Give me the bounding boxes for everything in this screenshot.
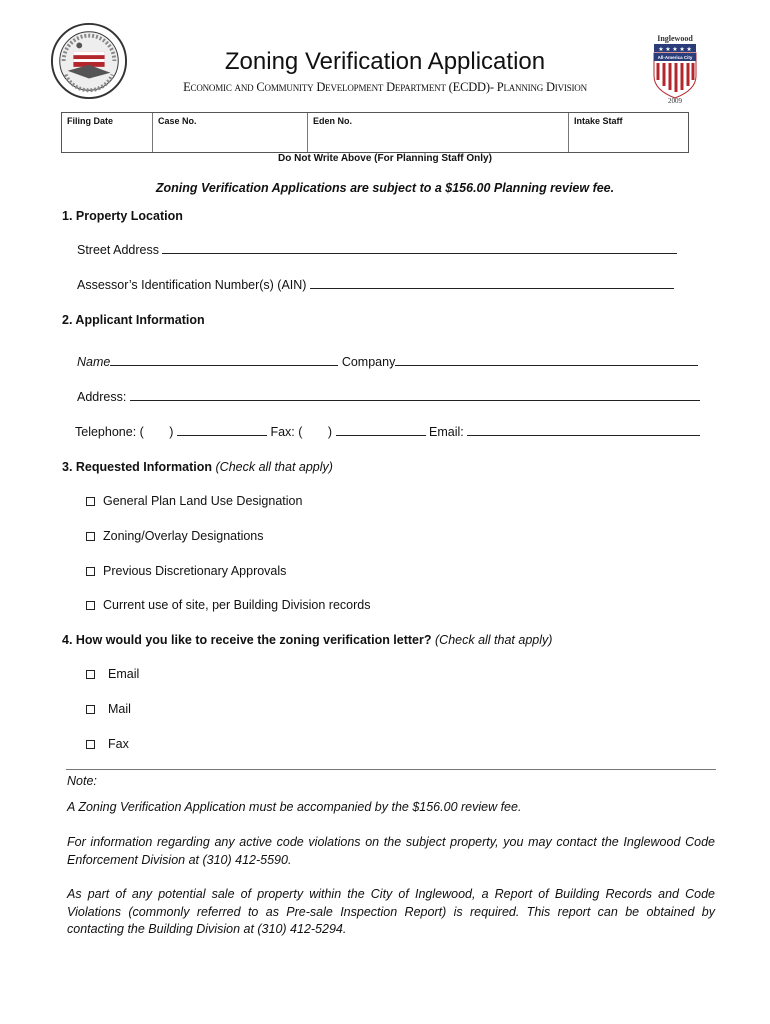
note-paragraph: For information regarding any active code violations on the subject property, you may contact the Inglewood Code Enforcement Division at (310) 412-5590. — [67, 835, 715, 867]
checkbox-icon[interactable] — [86, 740, 95, 749]
checkbox-item[interactable]: Fax — [86, 737, 129, 751]
company-label: Company — [341, 355, 396, 369]
street-address-row — [77, 243, 677, 257]
telephone-field[interactable] — [177, 425, 267, 436]
svg-text:All-America City: All-America City — [657, 55, 693, 60]
checkbox-icon[interactable] — [86, 705, 95, 714]
checkbox-icon[interactable] — [86, 497, 95, 506]
fax-label: Fax: ( — [270, 425, 303, 439]
section-4-heading: 4. How would you like to receive the zoning verification letter? (Check all that apply) — [62, 633, 553, 647]
name-field[interactable] — [110, 355, 338, 366]
filing-date-cell[interactable]: Filing Date — [62, 113, 153, 152]
svg-text:2009: 2009 — [668, 97, 682, 104]
section-3-heading: 3. Requested Information (Check all that apply) — [62, 460, 333, 474]
email-label: Email: — [429, 425, 464, 439]
staff-only-table — [61, 112, 689, 153]
svg-text:Inglewood: Inglewood — [657, 34, 693, 43]
email-field[interactable] — [467, 425, 700, 436]
intake-staff-cell[interactable]: Intake Staff — [574, 116, 623, 126]
checkbox-icon[interactable] — [86, 532, 95, 541]
eden-no-cell[interactable]: Eden No. — [308, 113, 569, 152]
checkbox-icon[interactable] — [86, 567, 95, 576]
ain-field[interactable] — [310, 278, 674, 289]
section-1-heading: 1. Property Location — [62, 209, 183, 223]
telephone-label: Telephone: ( — [75, 425, 144, 439]
svg-text:★ ★ ★ ★ ★: ★ ★ ★ ★ ★ — [658, 47, 692, 53]
checkbox-item[interactable]: Zoning/Overlay Designations — [86, 529, 264, 543]
ain-label: Assessor’s Identification Number(s) (AIN) — [77, 278, 307, 292]
fee-notice: Zoning Verification Applications are subject to a $156.00 Planning review fee. — [155, 181, 615, 195]
name-label: Name — [77, 355, 111, 369]
company-field[interactable] — [395, 355, 698, 366]
checkbox-item[interactable]: Email — [86, 667, 139, 681]
checkbox-item[interactable]: General Plan Land Use Designation — [86, 494, 302, 508]
checkbox-item[interactable]: Previous Discretionary Approvals — [86, 564, 286, 578]
case-no-cell[interactable]: Case No. — [153, 113, 308, 152]
ain-row — [77, 278, 674, 292]
checkbox-icon[interactable] — [86, 601, 95, 610]
notes-divider — [66, 769, 716, 770]
note-paragraph: A Zoning Verification Application must be accompanied by the $156.00 review fee. — [67, 800, 522, 814]
page-title: Zoning Verification Application — [224, 48, 546, 75]
address-field[interactable] — [130, 390, 700, 401]
department-subtitle: Economic and Community Development Department (ECDD)- Planning Division — [183, 80, 587, 94]
address-row — [77, 390, 700, 404]
name-company-row — [77, 355, 698, 369]
street-address-field[interactable] — [162, 243, 677, 254]
checkbox-item[interactable]: Current use of site, per Building Division records — [86, 598, 370, 612]
address-label: Address: — [77, 390, 127, 404]
fax-field[interactable] — [336, 425, 426, 436]
section-2-heading: 2. Applicant Information — [62, 313, 205, 327]
checkbox-item[interactable]: Mail — [86, 702, 131, 716]
note-paragraph: As part of any potential sale of property within the City of Inglewood, a Report of Building Records and Code Violations (commonly referred to as Pre-sale Inspection Report) is required. This report can be obtained by contacting the Building Division at (310) 412-5294. — [67, 887, 715, 936]
contact-row: Telephone: ( ) Fax: ( ) Email: — [75, 425, 700, 439]
notes-label: Note: — [67, 774, 97, 788]
street-address-label: Street Address — [77, 243, 159, 257]
staff-only-note: Do Not Write Above (For Planning Staff Only) — [278, 153, 492, 164]
checkbox-icon[interactable] — [86, 670, 95, 679]
